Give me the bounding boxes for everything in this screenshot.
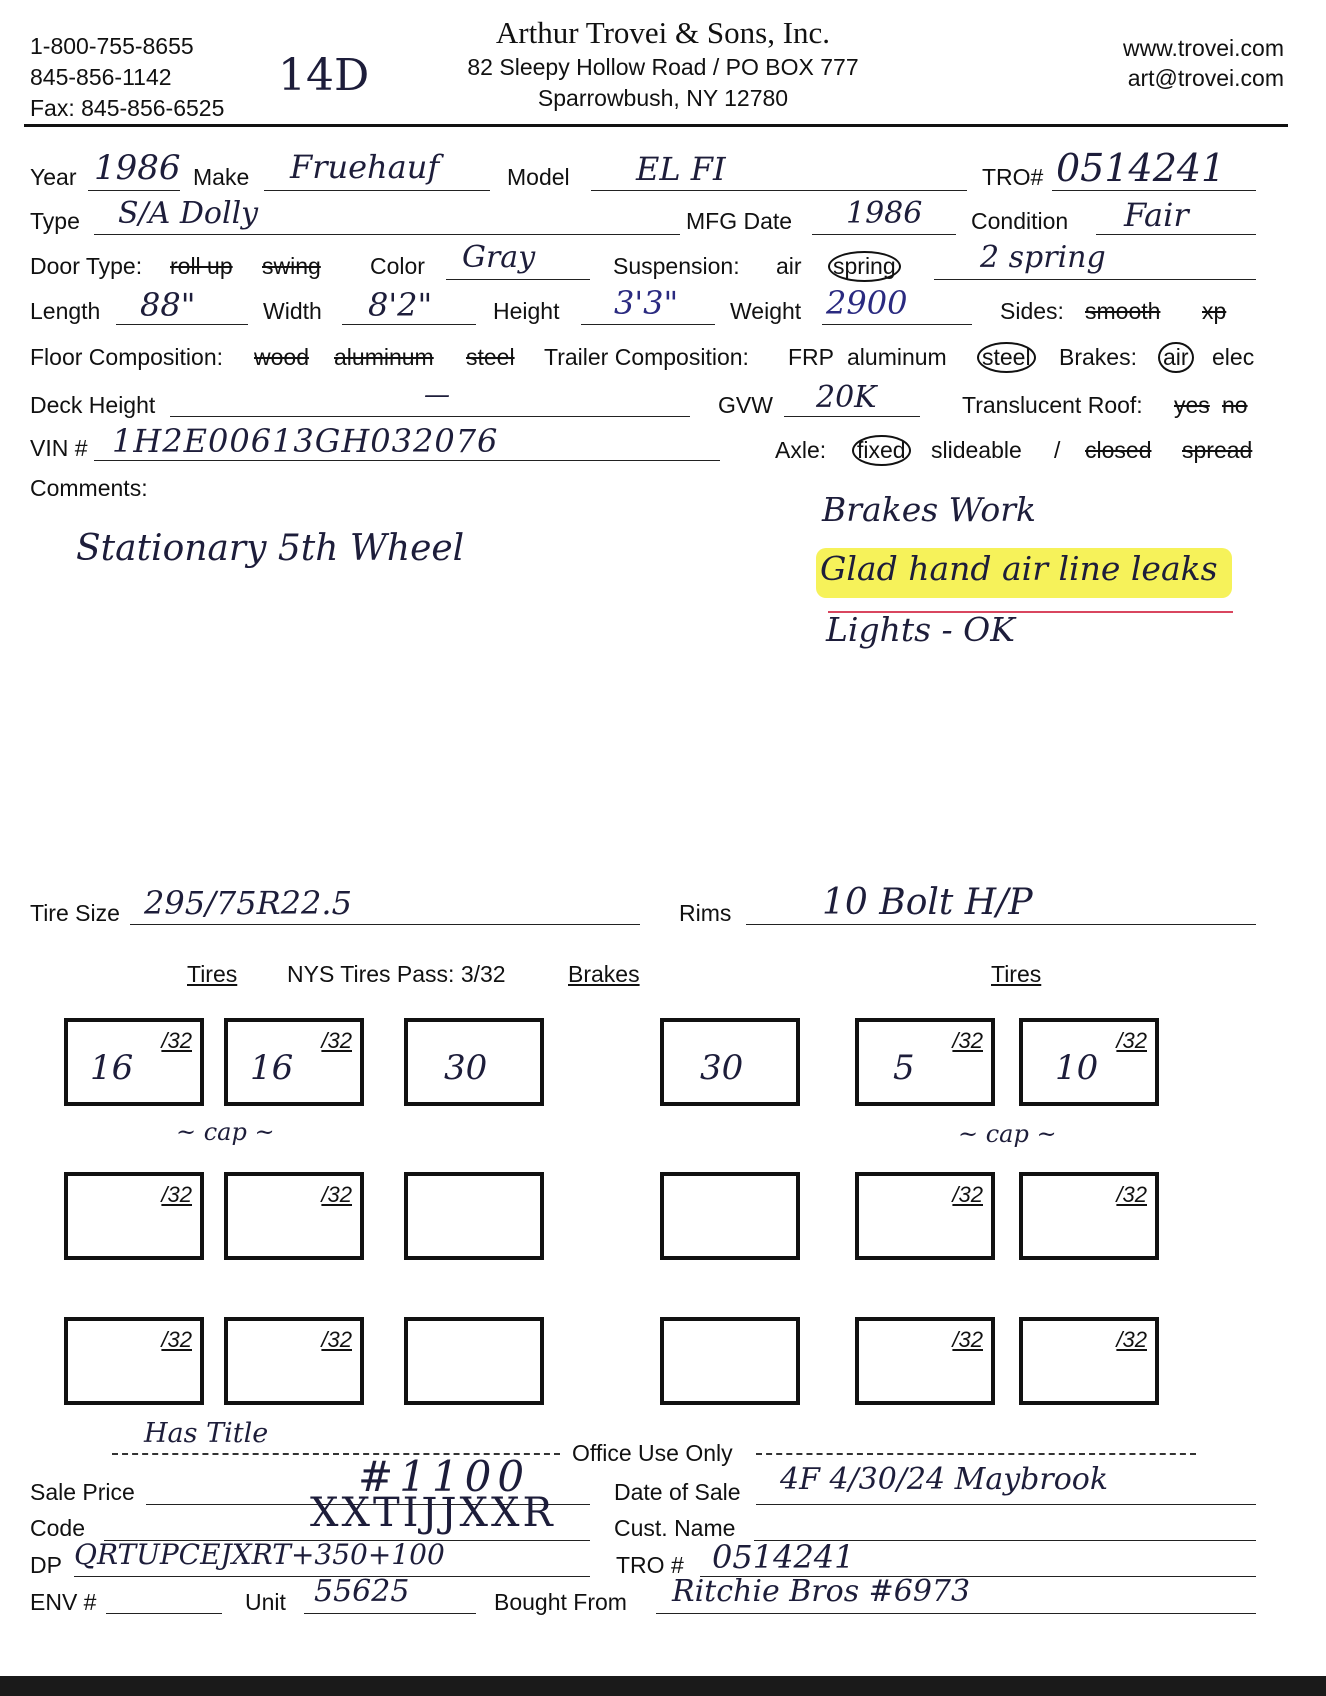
floor-composition-label: Floor Composition: bbox=[30, 344, 224, 370]
header-handwritten-note: 14D bbox=[278, 50, 370, 101]
door-type-label: Door Type: bbox=[30, 253, 143, 279]
mfg-date-value[interactable]: 1986 bbox=[846, 196, 923, 231]
cap-note-left: ~ cap ~ bbox=[176, 1118, 275, 1146]
brake-box[interactable] bbox=[404, 1018, 544, 1106]
width-value[interactable]: 8'2" bbox=[368, 286, 433, 324]
sides-option-smooth[interactable]: smooth bbox=[1085, 298, 1161, 324]
door-option-swing[interactable]: swing bbox=[262, 253, 321, 279]
translucent-roof-label: Translucent Roof: bbox=[962, 392, 1143, 418]
tire-fraction: /32 bbox=[321, 1182, 352, 1207]
tire-fraction: /32 bbox=[321, 1028, 352, 1053]
tire-fraction: /32 bbox=[952, 1028, 983, 1053]
weight-line bbox=[822, 324, 972, 325]
tire-box[interactable] bbox=[224, 1018, 364, 1106]
weight-label: Weight bbox=[730, 298, 802, 324]
env-label: ENV # bbox=[30, 1589, 97, 1615]
vin-value[interactable]: 1H2E00613GH032076 bbox=[112, 422, 499, 460]
model-line bbox=[591, 190, 967, 191]
comment-left[interactable]: Stationary 5th Wheel bbox=[76, 528, 465, 569]
tire-fraction: /32 bbox=[1116, 1327, 1147, 1352]
tire-box[interactable] bbox=[64, 1317, 204, 1405]
vin-label: VIN # bbox=[30, 435, 88, 461]
tire-box[interactable] bbox=[855, 1317, 995, 1405]
office-use-only-label: Office Use Only bbox=[572, 1440, 733, 1466]
cap-note-right: ~ cap ~ bbox=[958, 1120, 1057, 1148]
bought-from-value[interactable]: Ritchie Bros #6973 bbox=[672, 1574, 971, 1609]
axle-option-slideable[interactable]: slideable bbox=[931, 437, 1022, 463]
company-address-2: Sparrowbush, NY 12780 bbox=[537, 85, 789, 111]
brakes-label: Brakes: bbox=[1059, 344, 1137, 370]
weight-value[interactable]: 2900 bbox=[826, 284, 908, 322]
tire-value: 10 bbox=[1055, 1048, 1099, 1088]
condition-line bbox=[1096, 234, 1256, 235]
sale-price-label: Sale Price bbox=[30, 1479, 135, 1505]
make-value[interactable]: Fruehauf bbox=[290, 148, 440, 186]
roof-option-no[interactable]: no bbox=[1222, 392, 1248, 418]
gvw-value[interactable]: 20K bbox=[816, 380, 877, 415]
roof-option-yes[interactable]: yes bbox=[1174, 392, 1210, 418]
tro-label: TRO# bbox=[982, 164, 1044, 190]
model-value[interactable]: EL FI bbox=[636, 150, 726, 188]
width-line bbox=[342, 324, 476, 325]
suspension-option-spring[interactable]: spring bbox=[828, 251, 901, 282]
mfg-date-line bbox=[812, 234, 956, 235]
height-line bbox=[581, 324, 715, 325]
vin-line bbox=[94, 460, 720, 461]
condition-label: Condition bbox=[971, 208, 1069, 234]
unit-line bbox=[304, 1613, 476, 1614]
tire-box[interactable] bbox=[1019, 1172, 1159, 1260]
color-label: Color bbox=[370, 253, 425, 279]
color-line bbox=[446, 279, 590, 280]
axle-separator: / bbox=[1054, 437, 1061, 463]
tire-box[interactable] bbox=[64, 1018, 204, 1106]
deck-height-label: Deck Height bbox=[30, 392, 156, 418]
dp-value[interactable]: QRTUPCEJXRT+350+100 bbox=[74, 1538, 445, 1571]
env-line bbox=[106, 1613, 222, 1614]
tire-box[interactable] bbox=[855, 1172, 995, 1260]
cust-name-label: Cust. Name bbox=[614, 1515, 736, 1541]
suspension-label: Suspension: bbox=[613, 253, 740, 279]
axle-option-closed[interactable]: closed bbox=[1085, 437, 1152, 463]
length-value[interactable]: 88" bbox=[140, 286, 196, 324]
comment-right-1[interactable]: Brakes Work bbox=[822, 490, 1036, 529]
brake-box[interactable] bbox=[660, 1172, 800, 1260]
color-value[interactable]: Gray bbox=[462, 240, 536, 275]
floor-option-steel[interactable]: steel bbox=[466, 344, 515, 370]
trailer-option-steel[interactable]: steel bbox=[977, 342, 1036, 373]
tro-line bbox=[1052, 190, 1256, 191]
year-line bbox=[88, 190, 180, 191]
tire-size-label: Tire Size bbox=[30, 900, 120, 926]
type-value[interactable]: S/A Dolly bbox=[118, 196, 259, 231]
nys-tires-pass: NYS Tires Pass: 3/32 bbox=[287, 961, 506, 987]
brakes-option-elec[interactable]: elec bbox=[1212, 344, 1255, 370]
header-rule bbox=[24, 124, 1288, 127]
code-label: Code bbox=[30, 1515, 85, 1541]
mfg-date-label: MFG Date bbox=[686, 208, 793, 234]
sides-option-xp[interactable]: xp bbox=[1202, 298, 1227, 324]
brake-box[interactable] bbox=[404, 1172, 544, 1260]
tire-fraction: /32 bbox=[161, 1182, 192, 1207]
date-of-sale-label: Date of Sale bbox=[614, 1479, 741, 1505]
tire-box[interactable] bbox=[224, 1317, 364, 1405]
sale-price-value[interactable]: #1100 bbox=[358, 1452, 531, 1501]
tire-size-value[interactable]: 295/75R22.5 bbox=[144, 884, 352, 922]
axle-option-spread[interactable]: spread bbox=[1182, 437, 1253, 463]
axle-option-fixed[interactable]: fixed bbox=[852, 435, 911, 466]
type-label: Type bbox=[30, 208, 80, 234]
brake-box[interactable] bbox=[404, 1317, 544, 1405]
tire-box[interactable] bbox=[1019, 1317, 1159, 1405]
floor-option-wood[interactable]: wood bbox=[254, 344, 309, 370]
tire-value: 5 bbox=[893, 1048, 915, 1088]
length-label: Length bbox=[30, 298, 101, 324]
tire-fraction: /32 bbox=[952, 1182, 983, 1207]
tro-value[interactable]: 0514241 bbox=[1056, 146, 1226, 190]
rims-line bbox=[746, 924, 1256, 925]
height-label: Height bbox=[493, 298, 560, 324]
year-label: Year bbox=[30, 164, 77, 190]
brakes-heading: Brakes bbox=[568, 961, 640, 987]
website: www.trovei.com bbox=[1122, 35, 1284, 61]
make-line bbox=[264, 190, 490, 191]
fax-number: Fax: 845-856-6525 bbox=[30, 95, 225, 121]
tire-fraction: /32 bbox=[1116, 1028, 1147, 1053]
suspension-option-air[interactable]: air bbox=[776, 253, 802, 279]
rims-value[interactable]: 10 Bolt H/P bbox=[822, 882, 1033, 923]
code-value[interactable]: XXTIJJXXR bbox=[310, 1490, 556, 1536]
tire-fraction: /32 bbox=[952, 1327, 983, 1352]
suspension-line bbox=[934, 279, 1256, 280]
trailer-option-frp[interactable]: FRP bbox=[788, 344, 834, 370]
tire-fraction: /32 bbox=[1116, 1182, 1147, 1207]
length-line bbox=[116, 324, 248, 325]
date-of-sale-line bbox=[756, 1504, 1256, 1505]
tire-box[interactable] bbox=[1019, 1018, 1159, 1106]
tro2-label: TRO # bbox=[616, 1552, 684, 1578]
axle-label: Axle: bbox=[775, 437, 827, 463]
rims-label: Rims bbox=[679, 900, 732, 926]
trailer-composition-label: Trailer Composition: bbox=[544, 344, 749, 370]
tire-value: 16 bbox=[250, 1048, 294, 1088]
has-title-note: Has Title bbox=[144, 1418, 269, 1449]
gvw-line bbox=[784, 416, 920, 417]
tires-left-heading: Tires bbox=[187, 961, 238, 987]
unit-value[interactable]: 55625 bbox=[314, 1574, 410, 1609]
type-line bbox=[94, 234, 680, 235]
condition-value[interactable]: Fair bbox=[1124, 196, 1189, 234]
deck-height-value[interactable]: — bbox=[424, 380, 450, 410]
tire-box[interactable] bbox=[855, 1018, 995, 1106]
tro2-value[interactable]: 0514241 bbox=[712, 1538, 855, 1576]
make-label: Make bbox=[193, 164, 250, 190]
brake-box[interactable] bbox=[660, 1018, 800, 1106]
height-value[interactable]: 3'3" bbox=[614, 284, 679, 322]
phone-2: 845-856-1142 bbox=[30, 64, 172, 90]
trailer-option-aluminum[interactable]: aluminum bbox=[847, 344, 947, 370]
date-of-sale-value[interactable]: 4F 4/30/24 Maybrook bbox=[780, 1462, 1109, 1497]
tire-value: 16 bbox=[90, 1048, 134, 1088]
year-value[interactable]: 1986 bbox=[94, 148, 181, 188]
company-address-1: 82 Sleepy Hollow Road / PO BOX 777 bbox=[467, 54, 859, 80]
tire-fraction: /32 bbox=[321, 1327, 352, 1352]
company-name: Arthur Trovei & Sons, Inc. bbox=[495, 15, 831, 50]
deck-height-line bbox=[170, 416, 690, 417]
suspension-extra-value[interactable]: 2 spring bbox=[980, 240, 1106, 275]
brake-value: 30 bbox=[444, 1048, 488, 1088]
brakes-option-air[interactable]: air bbox=[1158, 342, 1194, 373]
email: art@trovei.com bbox=[1127, 65, 1284, 91]
comments-label: Comments: bbox=[30, 475, 148, 501]
model-label: Model bbox=[507, 164, 570, 190]
gvw-label: GVW bbox=[718, 392, 773, 418]
unit-label: Unit bbox=[245, 1589, 286, 1615]
office-divider-right bbox=[756, 1453, 1196, 1455]
tire-box[interactable] bbox=[64, 1172, 204, 1260]
phone-1: 1-800-755-8655 bbox=[30, 33, 194, 59]
tires-right-heading: Tires bbox=[991, 961, 1042, 987]
brake-box[interactable] bbox=[660, 1317, 800, 1405]
tire-box[interactable] bbox=[224, 1172, 364, 1260]
brake-value: 30 bbox=[700, 1048, 744, 1088]
width-label: Width bbox=[263, 298, 322, 324]
floor-option-aluminum[interactable]: aluminum bbox=[334, 344, 434, 370]
door-option-rollup[interactable]: roll up bbox=[170, 253, 233, 279]
tire-fraction: /32 bbox=[161, 1028, 192, 1053]
tire-fraction: /32 bbox=[161, 1327, 192, 1352]
comment-right-2[interactable]: Glad hand air line leaks bbox=[820, 549, 1218, 588]
dp-label: DP bbox=[30, 1552, 62, 1578]
bought-from-label: Bought From bbox=[494, 1589, 627, 1615]
sides-label: Sides: bbox=[1000, 298, 1064, 324]
scan-edge bbox=[0, 1676, 1326, 1696]
comment-right-3[interactable]: Lights - OK bbox=[826, 610, 1015, 649]
bought-from-line bbox=[656, 1613, 1256, 1614]
tire-size-line bbox=[130, 924, 640, 925]
